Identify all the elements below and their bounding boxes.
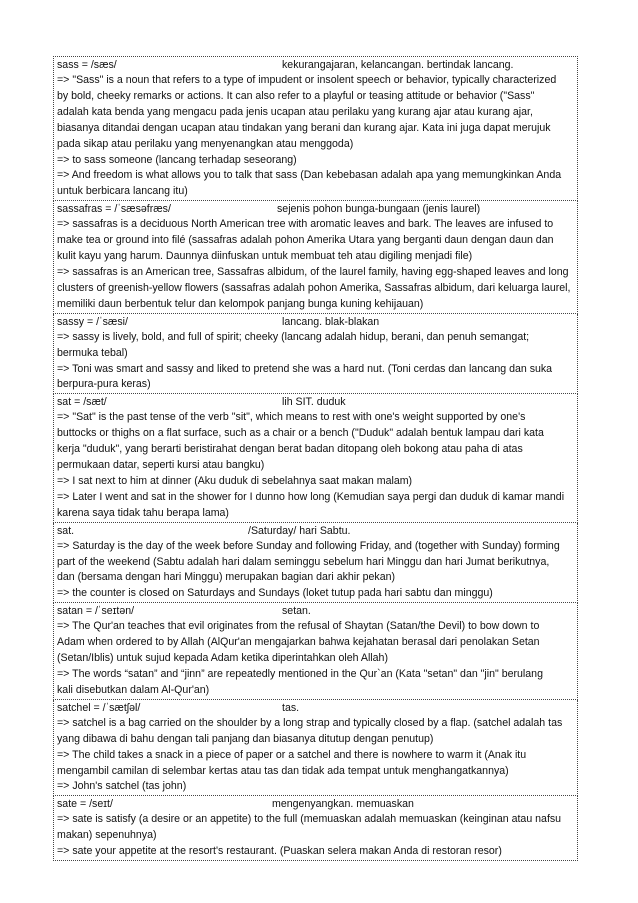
entry-headword: satan = /ˈseɪtən/	[57, 605, 135, 618]
entry-header-row	[57, 603, 575, 619]
entry-text-line: permukaan datar, seperti kursi atau bangku)	[57, 459, 265, 472]
entry-text-line: => The child takes a snack in a piece of paper or a satchel and there is nowhere to warm it (Anak itu	[57, 748, 527, 761]
entry-text-line: by bold, cheeky remarks or actions. It can also refer to a playful or teasing attitude or behavior ("Sass"	[57, 89, 535, 102]
entry-header-row	[57, 201, 575, 217]
dictionary-entry	[53, 796, 578, 861]
entry-header-row	[57, 314, 575, 330]
entry-text-line: => sate your appetite at the resort's restaurant. (Puaskan selera makan Anda di restoran resor)	[57, 845, 502, 858]
entry-text-line: pada sikap atau perilaku yang menyenangkan atau menggoda)	[57, 137, 354, 150]
entry-text-line: adalah kata benda yang mengacu pada jenis ucapan atau perilaku yang kurang ajar atau kurang ajar,	[57, 105, 533, 118]
entry-text-line: memiliki daun berbentuk telur dan kelompok panjang bunga kuning kehijauan)	[57, 297, 424, 310]
entry-text-line: => "Sass" is a noun that refers to a type of impudent or insolent speech or behavior, typically characterized	[57, 74, 557, 86]
entry-text-line: karena saya tidak tahu berapa lama)	[57, 506, 229, 519]
entry-text-line: => sassafras is an American tree, Sassafras albidum, of the laurel family, having egg-shaped leaves and long	[57, 265, 569, 278]
entry-text-line: => Toni was smart and sassy and liked to pretend she was a hard nut. (Toni cerdas dan lancang dan suka	[57, 362, 553, 375]
entry-headword: sass = /sæs/	[57, 59, 117, 71]
entry-text-line: => sate is satisfy (a desire or an appetite) to the full (memuaskan adalah memuaskan (keinginan atau nafsu	[57, 813, 562, 826]
entry-header-row	[57, 700, 575, 716]
entry-text-line: kulit kayu yang harum. Daunnya diinfuskan untuk membuat teh atau digiling menjadi file)	[57, 250, 473, 263]
entry-text-line: => Saturday is the day of the week before Sunday and following Friday, and (together with Sunday) forming	[57, 539, 560, 552]
dictionary-entry	[53, 523, 578, 604]
entry-text-line: => The Qur'an teaches that evil originates from the refusal of Shaytan (Satan/the Devil) to bow down to	[57, 620, 540, 633]
entry-text-line: => I sat next to him at dinner (Aku duduk di sebelahnya saat makan malam)	[57, 474, 413, 487]
entry-header-row	[57, 796, 575, 812]
entry-text-line: buttocks or thighs on a flat surface, such as a chair or a bench ("Duduk" adalah bentuk lampau dari kata	[57, 427, 544, 440]
entry-headword: sate = /seɪt/	[57, 798, 113, 811]
entry-text-line: make tea or ground into filé (sassafras adalah pohon Amerika Utara yang berganti daun dengan daun dan	[57, 234, 554, 247]
entry-text-line: makan) sepenuhnya)	[57, 829, 157, 842]
entry-text-line: => sassy is lively, bold, and full of spirit; cheeky (lancang adalah hidup, berani, dan penuh semangat;	[57, 330, 530, 343]
entry-text-line: => the counter is closed on Saturdays and Sundays (loket tutup pada hari sabtu dan minggu)	[57, 587, 493, 600]
dictionary-entry	[53, 394, 578, 522]
entry-meaning: /Saturday/ hari Sabtu.	[248, 524, 351, 537]
entry-meaning: lih SIT. duduk	[282, 396, 346, 409]
entry-text-line: mengambil camilan di selembar kertas atau tas dan tidak ada tempat untuk menghangatkannya)	[57, 764, 509, 777]
entry-text-line: kali disebutkan dalam Al-Qur'an)	[57, 683, 210, 696]
entry-headword: sassafras = /ˈsæsəfræs/	[57, 203, 171, 216]
entry-headword: sat = /sæt/	[57, 396, 107, 409]
entry-meaning: mengenyangkan. memuaskan	[272, 798, 414, 811]
dictionary-table	[53, 56, 578, 861]
dictionary-entry	[53, 603, 578, 700]
entry-text-line: berpura-pura keras)	[57, 378, 151, 391]
entry-meaning: kekurangajaran, kelancangan. bertindak lancang.	[282, 59, 514, 71]
entry-text-line: untuk berbicara lancang itu)	[57, 185, 188, 198]
entry-headword: sat.	[57, 524, 75, 537]
entry-text-line: clusters of greenish-yellow flowers (sassafras adalah pohon Amerika, Sassafras albidum, dari keluarga laurel,	[57, 281, 571, 294]
entry-header-row	[57, 57, 575, 73]
entry-headword: sassy = /ˈsæsi/	[57, 315, 128, 328]
entry-text-line: => sassafras is a deciduous North American tree with aromatic leaves and bark. The leaves are infused to	[57, 218, 554, 231]
entry-text-line: => Later I went and sat in the shower for I dunno how long (Kemudian saya pergi dan duduk di kamar mandi	[57, 490, 565, 503]
entry-text-line: biasanya ditandai dengan ucapan atau tindakan yang berani dan kurang ajar. Kata ini juga dapat merujuk	[57, 121, 551, 134]
entry-headword: satchel = /ˈsætʃəl/	[57, 701, 141, 714]
entry-text-line: => John's satchel (tas john)	[57, 780, 187, 793]
entry-text-line: => satchel is a bag carried on the shoulder by a long strap and typically closed by a flap. (satchel adalah tas	[57, 716, 563, 729]
entry-text-line: kerja "duduk", yang berarti beristirahat dengan berat badan ditopang oleh bokong atau paha di atas	[57, 443, 523, 456]
entry-text-line: (Setan/Iblis) untuk sujud kepada Adam ketika diperintahkan oleh Allah)	[57, 652, 388, 665]
dictionary-entry	[53, 700, 578, 797]
entry-text-line: => to sass someone (lancang terhadap seseorang)	[57, 153, 297, 166]
entry-text-line: => The words “satan” and “jinn” are repeatedly mentioned in the Qur`an (Kata "setan" dan "jin" berulang	[57, 668, 543, 680]
entry-text-line: yang dibawa di bahu dengan tali panjang dan biasanya ditutup dengan penutup)	[57, 732, 434, 745]
entry-meaning: sejenis pohon bunga-bungaan (jenis laurel)	[277, 203, 481, 216]
entry-meaning: lancang. blak-blakan	[282, 315, 380, 328]
entry-meaning: tas.	[282, 701, 300, 714]
entry-header-row	[57, 394, 575, 410]
entry-text-line: part of the weekend (Sabtu adalah hari dalam seminggu sebelum hari Minggu dan hari Jumat berikutnya,	[57, 555, 550, 568]
entry-text-line: bermuka tebal)	[57, 346, 128, 359]
dictionary-entry	[53, 201, 578, 313]
entry-text-line: => And freedom is what allows you to talk that sass (Dan kebebasan adalah apa yang memungkinkan Anda	[57, 169, 562, 182]
entry-text-line: dan (bersama dengan hari Minggu) merupakan bagian dari akhir pekan)	[57, 571, 396, 584]
entry-text-line: => "Sat" is the past tense of the verb "sit", which means to rest with one's weight supported by one's	[57, 411, 526, 424]
entry-meaning: setan.	[282, 605, 311, 618]
dictionary-entry	[53, 314, 578, 395]
entry-header-row	[57, 523, 575, 539]
entry-text-line: Adam when ordered to by Allah (AlQur'an mengajarkan bahwa kejahatan berasal dari penolakan Setan	[57, 636, 540, 649]
dictionary-entry	[53, 56, 578, 201]
